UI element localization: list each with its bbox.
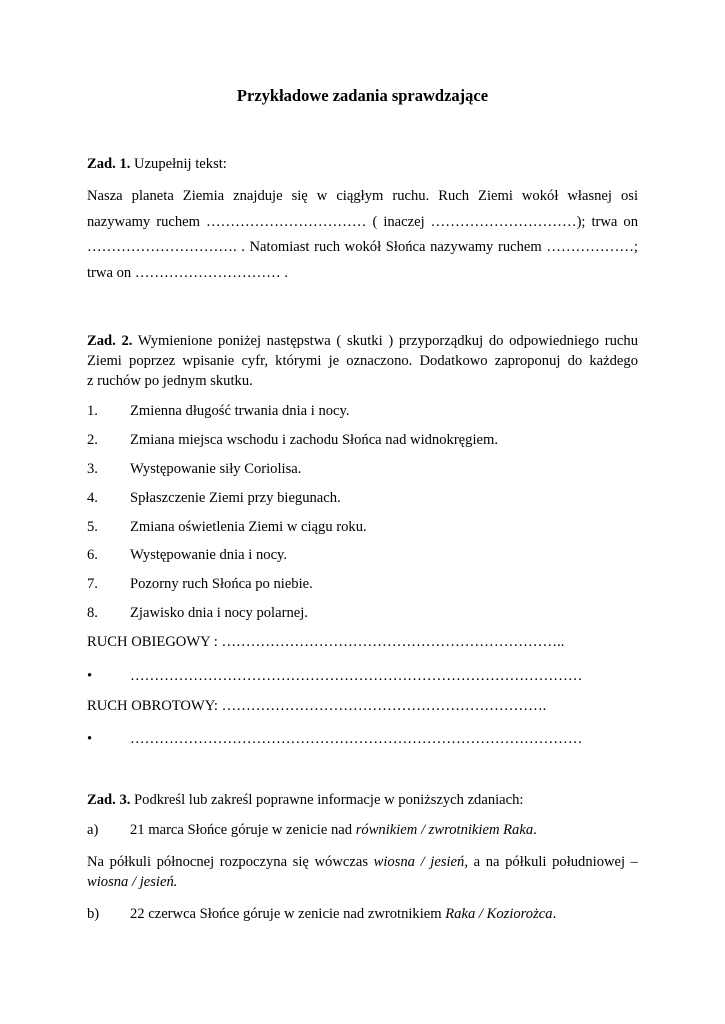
list-item: Zmiana miejsca wschodu i zachodu Słońca nad widnokręgiem. <box>130 432 498 448</box>
list-item: Zmiana oświetlenia Ziemi w ciągu roku. <box>130 519 367 535</box>
list-item: Występowanie dnia i nocy. <box>130 547 288 563</box>
zad3-label: Zad. 3. <box>87 792 131 808</box>
list-item: Pozorny ruch Słońca po niebie. <box>130 576 313 592</box>
zad3-a-sentence <box>130 822 537 839</box>
list-item: Zmienna długość trwania dnia i nocy. <box>130 403 350 419</box>
zad3-a-marker: a) <box>87 822 99 838</box>
zad3-p2-options: wiosna / jesień. <box>87 874 178 890</box>
zad3-b-marker: b) <box>87 906 100 922</box>
list-item: Spłaszczenie Ziemi przy biegunach. <box>130 490 341 506</box>
zad1-line-3: …………………………. . Natomiast ruch wokół Słońca nazywamy ruchem ………………; <box>87 239 638 255</box>
list-item-number: 8. <box>87 605 98 621</box>
list-item-number: 7. <box>87 576 98 592</box>
ruch-obrotowy-line: RUCH OBROTOWY: …………………………………………………………. <box>87 698 547 714</box>
bullet-icon: • <box>87 668 93 684</box>
zad3-b-end: . <box>552 906 557 922</box>
zad2-line-2: Ziemi poprzez wpisanie cyfr, którymi je oznaczono. Dodatkowo zaproponuj do każdego <box>87 353 638 369</box>
zad3-heading <box>87 792 523 809</box>
zad3-paragraph-line-1 <box>87 854 638 871</box>
list-item-number: 2. <box>87 432 98 448</box>
zad2-line-3: z ruchów po jednym skutku. <box>87 373 253 389</box>
zad3-p1-text: Na półkuli północnej rozpoczyna się wówczas <box>87 854 374 870</box>
zad3-b-sentence <box>130 906 556 923</box>
zad3-a-options: równikiem / zwrotnikiem Raka <box>355 822 534 838</box>
list-item-number: 4. <box>87 490 98 506</box>
zad3-a-end: . <box>533 822 537 838</box>
list-item-number: 1. <box>87 403 98 419</box>
zad3-b-options: Raka / Koziorożca <box>445 906 553 922</box>
list-item-number: 5. <box>87 519 98 535</box>
zad1-instruction: Uzupełnij tekst: <box>130 156 227 172</box>
document-title: Przykładowe zadania sprawdzające <box>236 86 489 105</box>
answer-blank-obiegowy: ………………………………………………………………………………… <box>130 668 583 684</box>
bullet-icon: • <box>87 731 93 747</box>
zad3-p1-options: wiosna / jesień <box>373 854 465 870</box>
ruch-obiegowy-line: RUCH OBIEGOWY : …………………………………………………………….. <box>87 634 565 650</box>
zad1-heading <box>87 156 227 173</box>
zad2-label: Zad. 2. <box>87 333 133 349</box>
zad1-line-1: Nasza planeta Ziemia znajduje się w ciągłym ruchu. Ruch Ziemi wokół własnej osi <box>87 188 638 204</box>
zad3-a-text: 21 marca Słońce góruje w zenicie nad <box>130 822 356 838</box>
list-item-number: 6. <box>87 547 98 563</box>
list-item-number: 3. <box>87 461 98 477</box>
zad3-p1-text-2: , a na półkuli południowej – <box>464 854 638 870</box>
list-item: Zjawisko dnia i nocy polarnej. <box>130 605 308 621</box>
list-item: Występowanie siły Coriolisa. <box>130 461 302 477</box>
zad2-line-1 <box>87 333 638 350</box>
answer-blank-obrotowy: ………………………………………………………………………………… <box>130 731 583 747</box>
zad1-line-4: trwa on ………………………… . <box>87 265 289 281</box>
zad3-instruction: Podkreśl lub zakreśl poprawne informacje w poniższych zdaniach: <box>130 792 524 808</box>
zad3-b-text: 22 czerwca Słońce góruje w zenicie nad zwrotnikiem <box>130 906 446 922</box>
zad1-label: Zad. 1. <box>87 156 131 172</box>
zad3-paragraph-line-2 <box>87 874 177 891</box>
zad2-instruction: Wymienione poniżej następstwa ( skutki ) przyporządkuj do odpowiedniego ruchu <box>132 333 638 349</box>
zad1-line-2: nazywamy ruchem …………………………… ( inaczej …………………………); trwa on <box>87 214 638 230</box>
